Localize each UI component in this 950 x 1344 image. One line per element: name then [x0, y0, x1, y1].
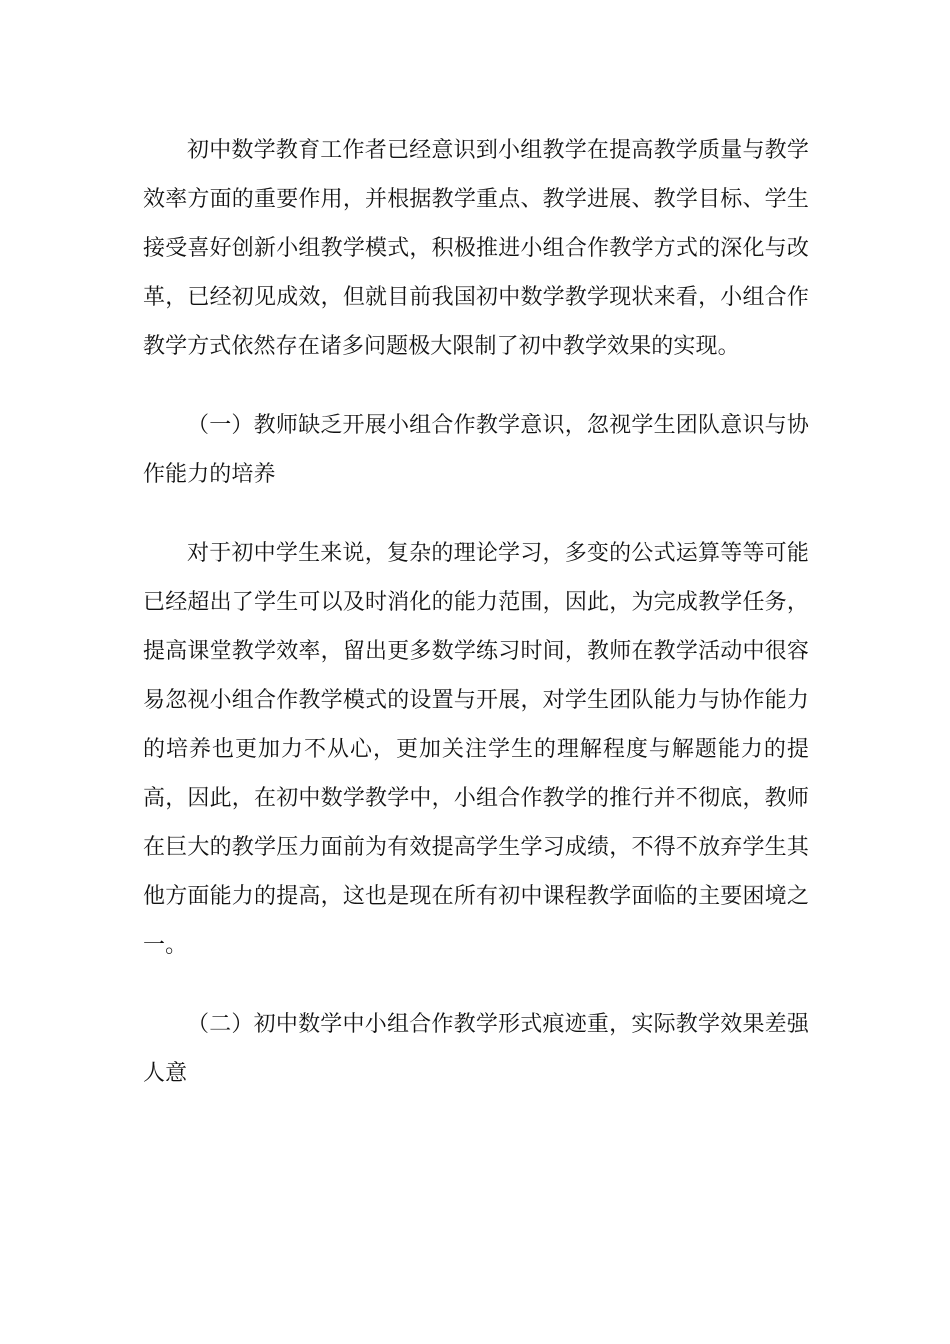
section-heading-2: （二）初中数学中小组合作教学形式痕迹重，实际教学效果差强人意: [143, 1012, 809, 1086]
document-body: [143, 126, 809, 1128]
paragraph-section-1: 对于初中学生来说，复杂的理论学习，多变的公式运算等等可能已经超出了学生可以及时消化的能力范围，因此，为完成教学任务，提高课堂教学效率，留出更多数学练习时间，教师在教学活动中很容易忽视小组合作教学模式的设置与开展，对学生团队能力与协作能力的培养也更加力不从心，更加关注学生的理解程度与解题能力的提高，因此，在初中数学教学中，小组合作教学的推行并不彻底，教师在巨大的教学压力面前为有效提高学生学习成绩，不得不放弃学生其他方面能力的提高，这也是现在所有初中课程教学面临的主要困境之一。: [143, 541, 809, 958]
section-heading-1: （一）教师缺乏开展小组合作教学意识，忽视学生团队意识与协作能力的培养: [143, 413, 809, 487]
paragraph-intro: 初中数学教育工作者已经意识到小组教学在提高教学质量与教学效率方面的重要作用，并根据教学重点、教学进展、教学目标、学生接受喜好创新小组教学模式，积极推进小组合作教学方式的深化与改革，已经初见成效，但就目前我国初中数学教学现状来看，小组合作教学方式依然存在诸多问题极大限制了初中教学效果的实现。: [143, 138, 809, 359]
